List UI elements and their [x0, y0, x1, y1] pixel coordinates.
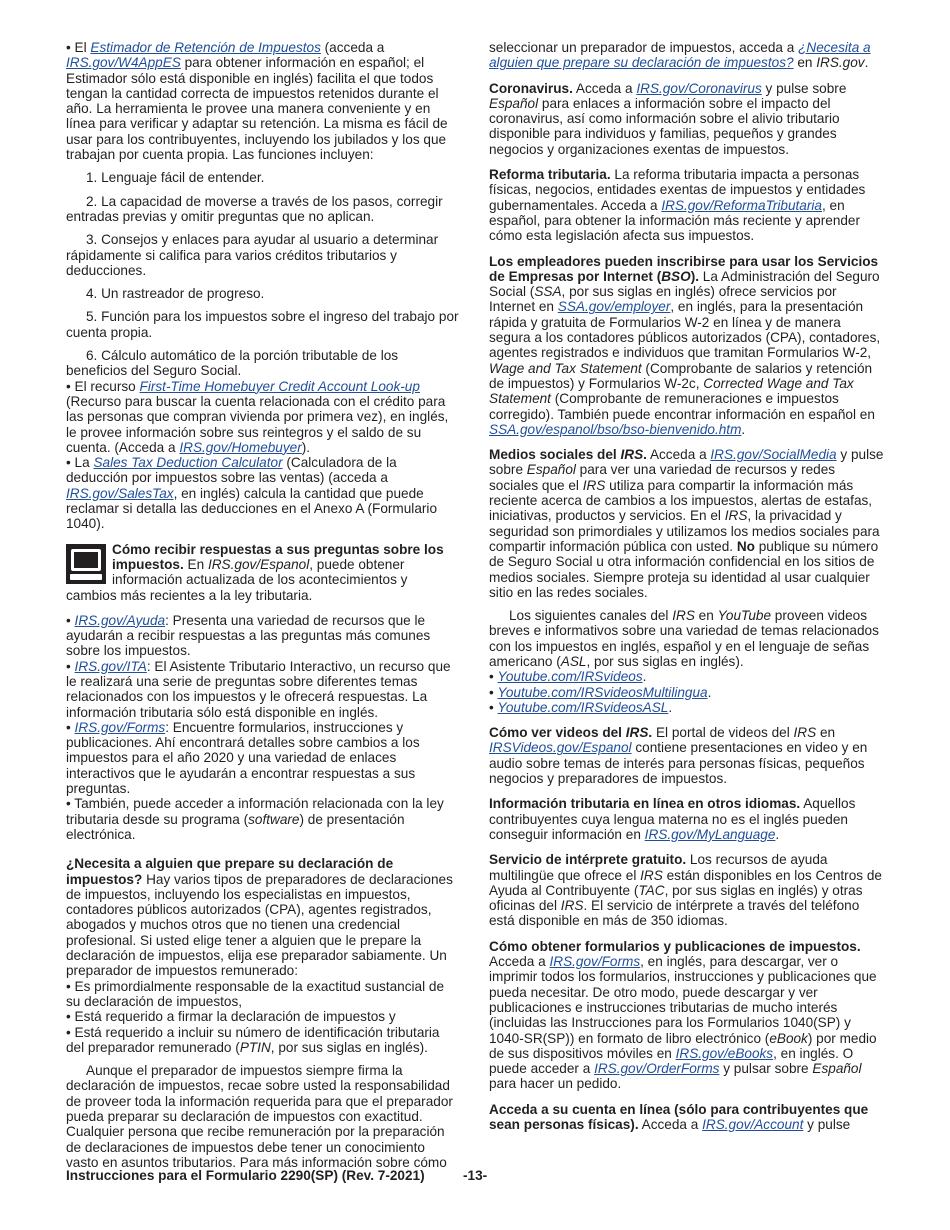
- list-item: • También, puede acceder a información relacionada con la ley tributaria desde su programa (software) de presentación electrónica.: [66, 796, 444, 842]
- interpreter-heading: Servicio de intérprete gratuito.: [489, 852, 687, 868]
- tax-reform-paragraph: Reforma tributaria. La reforma tributaria impacta a personas físicas, negocios, entidades exentas de impuestos y entidades gubernamentales. Acceda a IRS.gov/ReformaTributaria, en español, para obtener la información más reciente y aprender cómo esta legislación afecta sus impuestos.: [489, 167, 866, 244]
- preparer-paragraph-2: Aunque el preparador de impuestos siempre firma la declaración de impuestos, recae sobre usted la responsabilidad de proveer toda la información requerida para que el preparador pueda preparar su declaración de impuestos con exactitud. Cualquier persona que recibe remuneración por la preparación de declaraciones de impuestos debe tener un conocimiento vasto en asuntos tributarios. Para más información sobre cómo: [66, 1063, 453, 1170]
- ssa-bso-link[interactable]: SSA.gov/espanol/bso/bso-bienvenido.htm: [489, 421, 742, 437]
- feature-item: 3. Consejos y enlaces para ayudar al usuario a determinar rápidamente si califica para varios créditos tributarios y deducciones.: [66, 232, 439, 278]
- youtube-asl-link[interactable]: Youtube.com/IRSvideosASL: [497, 699, 669, 715]
- videos-heading: Cómo ver videos del IRS.: [489, 725, 653, 741]
- left-column: [66, 40, 460, 1170]
- list-item: • Youtube.com/IRSvideosMultilingua.: [489, 684, 712, 700]
- homebuyer-paragraph: • El recurso First-Time Homebuyer Credit Account Look-up (Recurso para buscar la cuenta relacionada con el crédito para las personas que compran vivienda por primera vez), en inglés, le provee información sobre sus reintegros y el saldo de su cuenta. (Acceda a IRS.gov/Homebuyer).: [66, 378, 449, 455]
- computer-icon: [66, 544, 106, 584]
- forms-paragraph: Cómo obtener formularios y publicaciones de impuestos. Acceda a IRS.gov/Forms, en inglés, para descargar, ver o imprimir todos los formularios, instrucciones y publicaciones que pueda necesitar. De otro modo, puede descargar y ver publicaciones e instrucciones tributarias de mucho interés (incluidas las Instrucciones para los Formularios 1040(SP) y 1040-SR(SP)) en formato de libro electrónico (eBook) por medio de sus dispositivos móviles en IRS.gov/eBooks, en inglés. O puede acceder a IRS.gov/OrderForms y pulsar sobre Español para hacer un pedido.: [489, 938, 877, 1092]
- salestax-link[interactable]: IRS.gov/SalesTax: [66, 485, 174, 501]
- orderforms-link[interactable]: IRS.gov/OrderForms: [594, 1061, 720, 1077]
- estimator-link[interactable]: Estimador de Retención de Impuestos: [90, 40, 321, 55]
- answers-paragraph: Cómo recibir respuestas a sus preguntas sobre los impuestos. En IRS.gov/Espanol, puede obtener información actualizada de los acontecimientos y cambios más recientes a la ley tributaria.: [66, 541, 444, 603]
- forms-link[interactable]: IRS.gov/Forms: [74, 719, 166, 735]
- bso-paragraph: Los empleadores pueden inscribirse para usar los Servicios de Empresas por Internet (BSO). La Administración del Seguro Social (SSA, por sus siglas en inglés) ofrece servicios por Internet en SSA.gov/employer, en inglés, para la presentación rápida y gratuita de Formularios W-2 en línea y de manera segura a los contadores públicos autorizados (CPA), contadores, agentes registrados e individuos que tramitan Formularios W-2, Wage and Tax Statement (Comprobante de salarios y retención de impuestos) y Formularios W-2c, Corrected Wage and Tax Statement (Comprobante de remuneraciones e impuestos corregido). También puede encontrar información en español en SSA.gov/espanol/bso/bso-bienvenido.htm.: [489, 253, 881, 437]
- account-heading: Acceda a su cuenta en línea (sólo para contribuyentes que sean personas físicas).: [489, 1101, 869, 1132]
- list-item: • Está requerido a incluir su número de identificación tributaria del preparador remunerado (PTIN, por sus siglas en inglés).: [66, 1024, 440, 1055]
- page-number: -13-: [463, 1168, 488, 1183]
- estimator-paragraph: • El Estimador de Retención de Impuestos (acceda a IRS.gov/W4AppES para obtener información en español; el Estimador sólo está disponible en inglés) facilita el que todos tengan la cantidad correcta de impuestos retenidos durante el año. La herramienta le provee una manera conveniente y en línea para verificar y adaptar su retención. La misma es fácil de usar para los contribuyentes, incluyendo los jubilados y los que trabajan por cuenta propia. Las funciones incluyen:: [66, 40, 448, 163]
- ita-link[interactable]: IRS.gov/ITA: [74, 658, 147, 674]
- footer-title: Instrucciones para el Formulario 2290(SP) (Rev. 7-2021): [66, 1168, 425, 1183]
- homebuyer-lookup-link[interactable]: First-Time Homebuyer Credit Account Look-up: [139, 378, 420, 394]
- list-item: • Está requerido a firmar la declaración de impuestos y: [66, 1009, 396, 1025]
- right-column: [489, 40, 885, 1132]
- feature-item: 5. Función para los impuestos sobre el ingreso del trabajo por cuenta propia.: [66, 309, 459, 340]
- answers-heading: Cómo recibir respuestas a sus preguntas sobre los impuestos.: [112, 541, 444, 572]
- list-item: • Youtube.com/IRSvideosASL.: [489, 699, 673, 715]
- sales-tax-paragraph: • La Sales Tax Deduction Calculator (Calculadora de la deducción por impuestos sobre las ventas) (acceda a IRS.gov/SalesTax, en inglés) calcula la cantidad que puede reclamar si detalla las deducciones en el Anexo A (Formulario 1040).: [66, 455, 437, 532]
- feature-item: 6. Cálculo automático de la porción tributable de los beneficios del Seguro Social.: [66, 348, 399, 379]
- ayuda-link[interactable]: IRS.gov/Ayuda: [74, 612, 166, 628]
- irsvideos-link[interactable]: IRSVideos.gov/Espanol: [489, 740, 632, 756]
- feature-item: 4. Un rastreador de progreso.: [86, 286, 265, 302]
- videos-paragraph: Cómo ver videos del IRS. El portal de videos del IRS en IRSVideos.gov/Espanol contiene presentaciones en video y en audio sobre temas de interés para personas físicas, pequeños negocios y preparadores de impuestos.: [489, 725, 868, 787]
- account-paragraph: Acceda a su cuenta en línea (sólo para contribuyentes que sean personas físicas). Acceda a IRS.gov/Account y pulse: [489, 1101, 869, 1132]
- preparer-continued: seleccionar un preparador de impuestos, acceda a ¿Necesita a alguien que prepare su declaración de impuestos? en IRS.gov.: [489, 40, 871, 71]
- preparer-link[interactable]: ¿Necesita a alguien que prepare su declaración de impuestos?: [489, 40, 871, 71]
- youtube-paragraph: Los siguientes canales del IRS en YouTube proveen videos breves e informativos sobre una variedad de temas relacionados con los impuestos en inglés, español y en el lenguaje de señas americano (ASL, por sus siglas en inglés).: [489, 608, 879, 669]
- list-item: • Es primordialmente responsable de la exactitud sustancial de su declaración de impuestos,: [66, 978, 445, 1009]
- coronavirus-paragraph: Coronavirus. Acceda a IRS.gov/Coronavirus y pulse sobre Español para enlaces a información sobre el impacto del coronavirus, así como información sobre el alivio tributario disponible para individuos y familias, pequeños y grandes negocios y organizaciones exentas de impuestos.: [489, 80, 847, 157]
- languages-paragraph: Información tributaria en línea en otros idiomas. Aquellos contribuyentes cuya lengua materna no es el inglés pueden conseguir información en IRS.gov/MyLanguage.: [489, 796, 856, 842]
- feature-item: 2. La capacidad de moverse a través de los pasos, corregir entradas previas y omitir preguntas que no aplican.: [66, 193, 443, 224]
- preparer-paragraph: ¿Necesita a alguien que prepare su declaración de impuestos? Hay varios tipos de preparadores de declaraciones de impuestos, incluyendo los especialistas en impuestos, contadores públicos autorizados (CPA), agentes registrados, abogados y muchos otros que no tienen una credencial profesional. Si usted elige tener a alguien que le prepare la declaración de impuestos, elija ese preparador sabiamente. Un preparador de impuestos remunerado:: [66, 856, 453, 979]
- youtube-irsvideos-link[interactable]: Youtube.com/IRSvideos: [497, 669, 643, 685]
- homebuyer-link[interactable]: IRS.gov/Homebuyer: [179, 439, 302, 455]
- w4appes-link[interactable]: IRS.gov/W4AppES: [66, 55, 181, 71]
- social-media-paragraph: Medios sociales del IRS. Acceda a IRS.gov/SocialMedia y pulse sobre Español para ver una variedad de recursos y redes sociales que el IRS utiliza para compartir la información más reciente acerca de cambios a los impuestos, alertas de estafas, iniciativas, productos y servicios. En el IRS, la privacidad y seguridad son primordiales y utilizamos los medios sociales para compartir información pública con usted. No publique su número de Seguro Social u otra información confidencial en los sitios de medios sociales. Siempre proteja su identidad al usar cualquier sitio en las redes sociales.: [489, 447, 884, 600]
- social-media-heading: Medios sociales del IRS.: [489, 447, 647, 463]
- interpreter-paragraph: Servicio de intérprete gratuito. Los recursos de ayuda multilingüe que ofrece el IRS están disponibles en los Centros de Ayuda al Contribuyente (TAC, por sus siglas en inglés) y otras oficinas del IRS. El servicio de intérprete a través del teléfono está disponible en más de 350 idiomas.: [489, 852, 882, 929]
- sales-tax-calculator-link[interactable]: Sales Tax Deduction Calculator: [93, 455, 283, 471]
- ssa-employer-link[interactable]: SSA.gov/employer: [557, 299, 671, 315]
- forms-heading: Cómo obtener formularios y publicaciones de impuestos.: [489, 938, 861, 954]
- coronavirus-link[interactable]: IRS.gov/Coronavirus: [636, 80, 762, 96]
- list-item: • IRS.gov/Forms: Encuentre formularios, instrucciones y publicaciones. Ahí encontrará detalles sobre cambios a los impuestos para el año 2020 y una variedad de enlaces interactivos que le ayudarán a encontrar respuestas a sus preguntas.: [66, 719, 420, 797]
- list-item: • IRS.gov/ITA: El Asistente Tributario Interactivo, un recurso que le realizará una serie de preguntas sobre diferentes temas relacionados con los impuestos y le ofrecerá respuestas. La información tributaria sólo está disponible en inglés.: [66, 658, 451, 720]
- bso-heading: Los empleadores pueden inscribirse para usar los Servicios de Empresas por Internet (BSO).: [489, 253, 879, 284]
- languages-heading: Información tributaria en línea en otros idiomas.: [489, 796, 801, 812]
- list-item: • Youtube.com/IRSvideos.: [489, 669, 647, 685]
- social-media-link[interactable]: IRS.gov/SocialMedia: [710, 447, 837, 463]
- ebooks-link[interactable]: IRS.gov/eBooks: [675, 1045, 774, 1061]
- feature-item: 1. Lenguaje fácil de entender.: [86, 170, 265, 186]
- mylanguage-link[interactable]: IRS.gov/MyLanguage: [644, 826, 776, 842]
- list-item: • IRS.gov/Ayuda: Presenta una variedad de recursos que le ayudarán a recibir respuestas a las preguntas más comunes sobre los impuestos.: [66, 612, 431, 659]
- tax-reform-heading: Reforma tributaria.: [489, 167, 611, 183]
- tax-reform-link[interactable]: IRS.gov/ReformaTributaria: [661, 197, 822, 213]
- coronavirus-heading: Coronavirus.: [489, 80, 573, 96]
- preparer-heading: ¿Necesita a alguien que prepare su declaración de impuestos?: [66, 856, 394, 887]
- youtube-multilingua-link[interactable]: Youtube.com/IRSvideosMultilingua: [497, 684, 708, 700]
- irs-forms-link[interactable]: IRS.gov/Forms: [549, 954, 641, 970]
- account-link[interactable]: IRS.gov/Account: [702, 1117, 804, 1132]
- answers-block: [66, 542, 460, 603]
